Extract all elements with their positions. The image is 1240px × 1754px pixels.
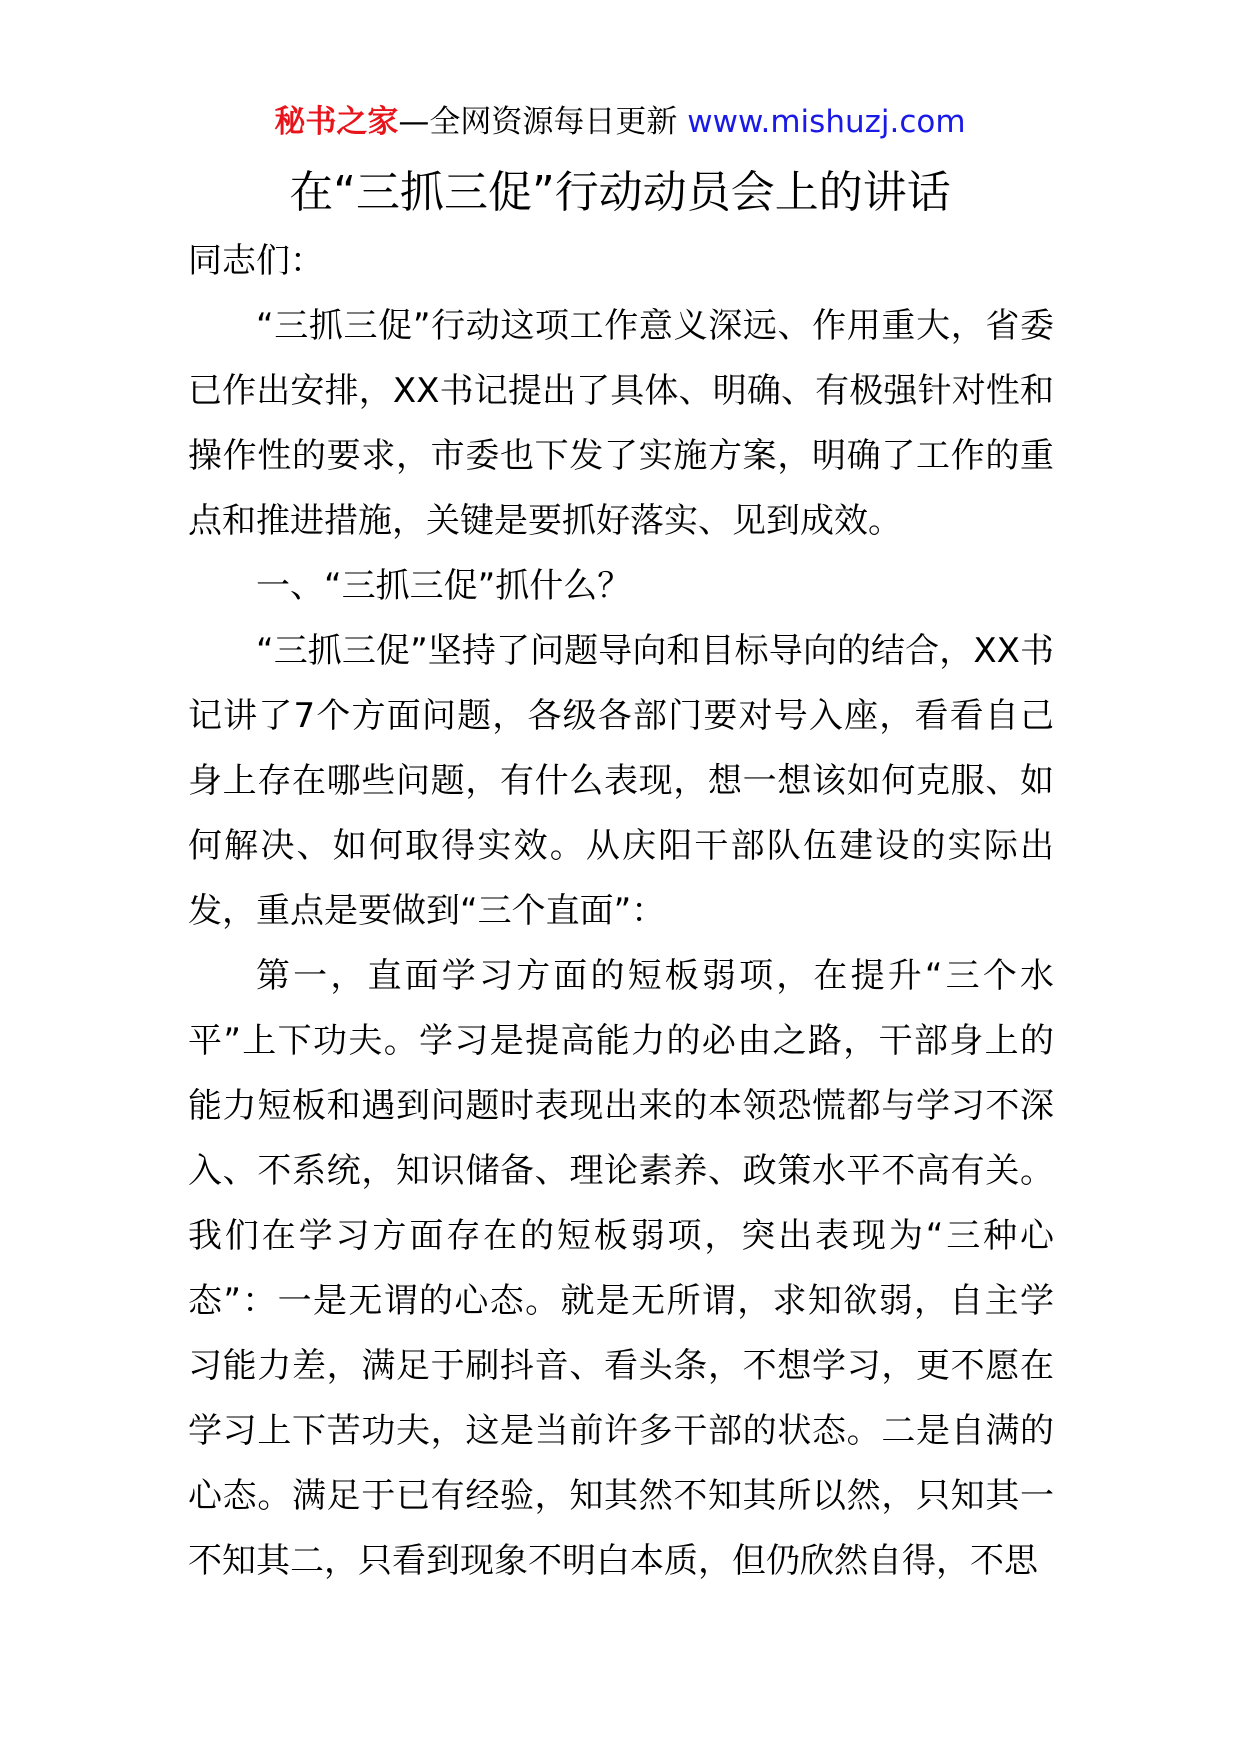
paragraph-first-point: 第一，直面学习方面的短板弱项，在提升“三个水平”上下功夫。学习是提高能力的必由之路，干部身上的能力短板和遇到问题时表现出来的本领恐慌都与学习不深入、不系统，知识储备、理论素养、政策水平不高有关。我们在学习方面存在的短板弱项，突出表现为“三种心态”：一是无谓的心态。就是无所谓，求知欲弱，自主学习能力差，满足于刷抖音、看头条，不想学习，更不愿在学习上下苦功夫，这是当前许多干部的状态。二是自满的心态。满足于已有经验，知其然不知其所以然，只知其一不知其二，只看到现象不明白本质，但仍欣然自得，不思 [188, 956, 1054, 1581]
site-url-link[interactable]: www.mishuzj.com [687, 104, 966, 140]
site-brand: 秘书之家 [274, 104, 399, 140]
site-tagline: —全网资源每日更新 [398, 104, 678, 140]
document-title: 在“三抓三促”行动动员会上的讲话 [289, 167, 951, 218]
paragraph-intro: “三抓三促”行动这项工作意义深远、作用重大，省委已作出安排，XX书记提出了具体、明确、有极强针对性和操作性的要求，市委也下发了实施方案，明确了工作的重点和推进措施，关键是要抓好落实、见到成效。 [188, 306, 1054, 541]
section-heading: 一、“三抓三促”抓什么？ [256, 566, 632, 606]
site-banner [0, 102, 1240, 142]
salutation: 同志们： [188, 241, 324, 281]
document-body [188, 229, 1054, 1594]
paragraph-overview: “三抓三促”坚持了问题导向和目标导向的结合，XX书记讲了7个方面问题，各级各部门要对号入座，看看自己身上存在哪些问题，有什么表现，想一想该如何克服、如何解决、如何取得实效。从庆阳干部队伍建设的实际出发，重点是要做到“三个直面”： [188, 631, 1054, 931]
